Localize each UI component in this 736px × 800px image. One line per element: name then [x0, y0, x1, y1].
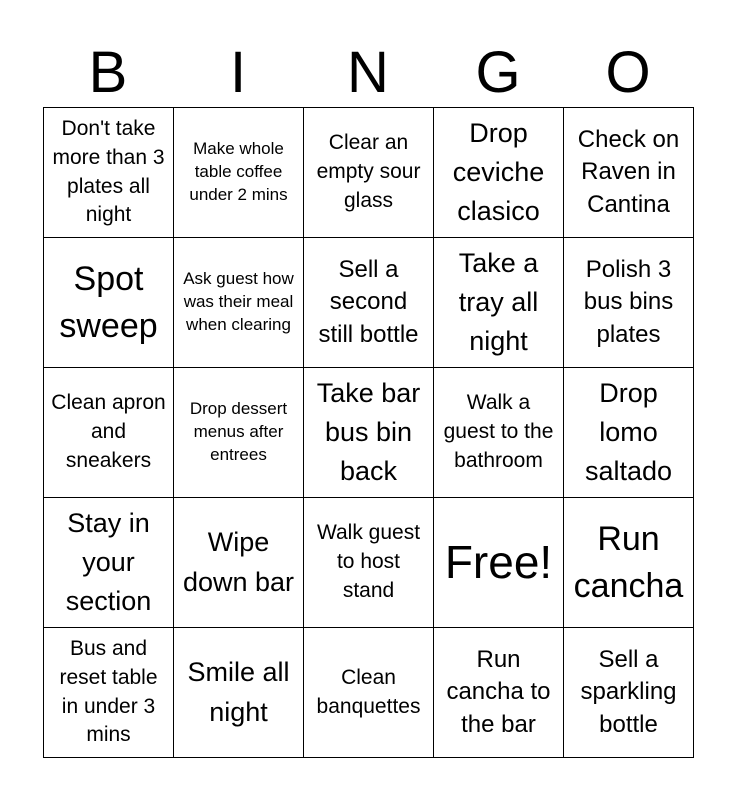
- cell-text: Drop ceviche clasico: [452, 117, 545, 227]
- free-space-cell[interactable]: [434, 498, 564, 628]
- cell-text: Make whole table coffee under 2 mins: [189, 139, 288, 204]
- cell-text: Clean apron and sneakers: [51, 391, 166, 472]
- cell-text: Stay in your section: [65, 507, 152, 617]
- cell-text: Drop dessert menus after entrees: [189, 399, 288, 464]
- bingo-cell[interactable]: [174, 238, 304, 368]
- bingo-cell[interactable]: [304, 498, 434, 628]
- cell-text: Run cancha: [573, 519, 684, 605]
- bingo-cell[interactable]: [174, 108, 304, 238]
- bingo-cell[interactable]: [564, 368, 694, 498]
- bingo-cell[interactable]: [44, 498, 174, 628]
- cell-text: Ask guest how was their meal when clearing: [183, 269, 294, 334]
- cell-text: Take bar bus bin back: [316, 377, 421, 487]
- bingo-cell[interactable]: [564, 498, 694, 628]
- cell-text: Clear an empty sour glass: [316, 131, 421, 212]
- bingo-cell[interactable]: [44, 628, 174, 758]
- bingo-cell[interactable]: [44, 368, 174, 498]
- cell-text: Free!: [444, 535, 553, 588]
- bingo-board: [43, 107, 694, 758]
- cell-text: Clean banquettes: [316, 665, 421, 718]
- bingo-cell[interactable]: [304, 628, 434, 758]
- cell-text: Check on Raven in Cantina: [577, 125, 680, 218]
- cell-text: Walk a guest to the bathroom: [443, 391, 554, 472]
- bingo-cell[interactable]: [564, 238, 694, 368]
- cell-text: Wipe down bar: [182, 527, 295, 597]
- bingo-cell[interactable]: [434, 628, 564, 758]
- cell-text: Run cancha to the bar: [446, 645, 551, 738]
- cell-text: Drop lomo saltado: [584, 377, 673, 487]
- bingo-cell[interactable]: [44, 238, 174, 368]
- cell-text: Smile all night: [187, 657, 290, 727]
- cell-text: Polish 3 bus bins plates: [583, 255, 674, 348]
- cell-text: Take a tray all night: [458, 247, 539, 357]
- header-letter-n: N: [347, 40, 389, 105]
- header-letter-o: O: [605, 40, 651, 105]
- bingo-cell[interactable]: [304, 108, 434, 238]
- header-letter-g: G: [475, 40, 521, 105]
- bingo-cell[interactable]: [304, 238, 434, 368]
- cell-text: Walk guest to host stand: [316, 521, 421, 602]
- cell-text: Sell a second still bottle: [318, 255, 419, 348]
- header-letter-b: B: [88, 40, 128, 105]
- bingo-cell[interactable]: [434, 108, 564, 238]
- bingo-header: [43, 40, 693, 106]
- header-letter-i: I: [229, 40, 247, 105]
- bingo-cell[interactable]: [304, 368, 434, 498]
- bingo-cell[interactable]: [564, 628, 694, 758]
- bingo-cell[interactable]: [174, 628, 304, 758]
- bingo-cell[interactable]: [174, 368, 304, 498]
- cell-text: Spot sweep: [59, 259, 158, 345]
- bingo-cell[interactable]: [434, 368, 564, 498]
- cell-text: Sell a sparkling bottle: [580, 645, 677, 738]
- bingo-cell[interactable]: [434, 238, 564, 368]
- cell-text: Don't take more than 3 plates all night: [52, 116, 165, 227]
- bingo-cell[interactable]: [174, 498, 304, 628]
- cell-text: Bus and reset table in under 3 mins: [59, 636, 158, 747]
- bingo-cell[interactable]: [44, 108, 174, 238]
- bingo-cell[interactable]: [564, 108, 694, 238]
